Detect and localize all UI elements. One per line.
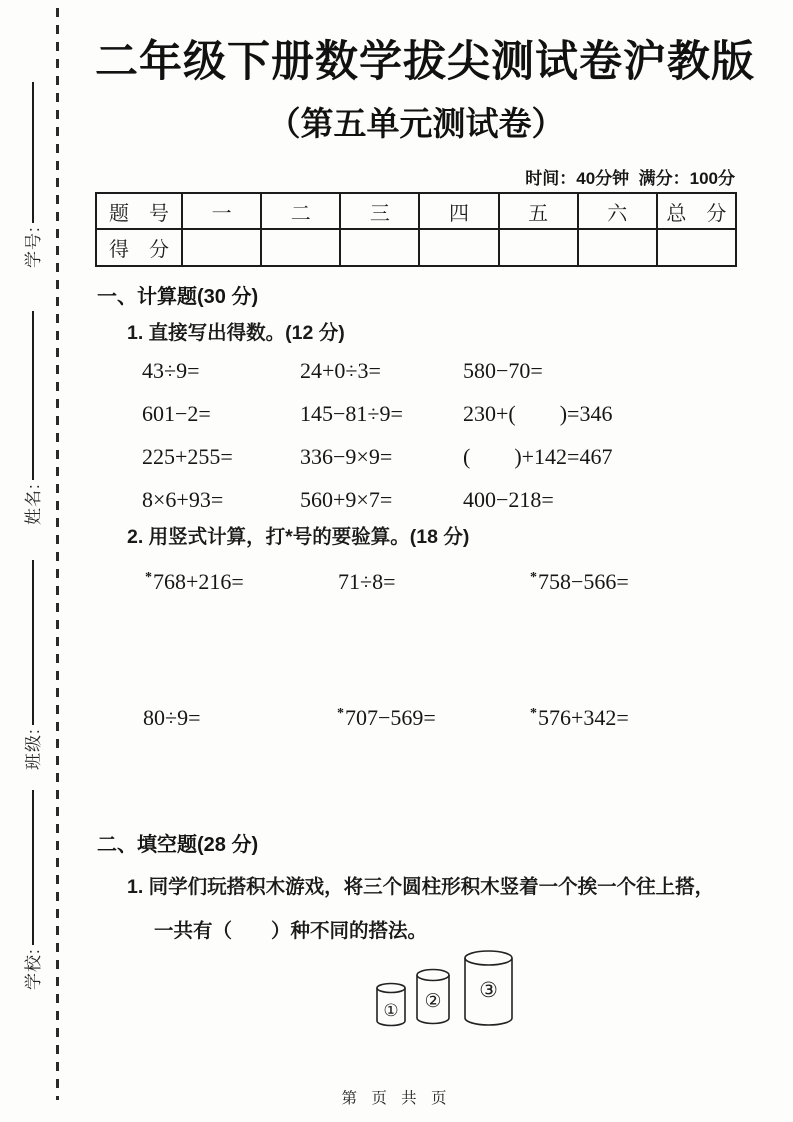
check-star: * [530,570,537,585]
math-problem [142,692,337,735]
cylinders-figure [367,945,529,1043]
cylinder-3-label: ③ [479,979,498,1002]
math-problem [337,556,530,599]
score-table-header-cell: 题 号 [96,193,182,229]
math-expression: 758−566= [538,569,629,594]
section1-sub2-heading: 2. 用竖式计算，打*号的要验算。(18 分) [127,526,470,548]
class-blank-line [32,560,34,725]
score-table-header-cell: 三 [340,193,419,229]
math-problem: 43÷9= [142,358,200,383]
math-problem [530,692,629,735]
check-star: * [145,570,152,585]
math-problem: ( )+142=467 [463,444,613,469]
student-name-label: 姓名: [23,483,43,525]
score-table-header-cell: 五 [499,193,578,229]
cylinder-2-label: ② [424,991,442,1012]
class-label: 班级: [23,728,43,770]
direct-calculation-grid [142,349,612,521]
math-problem: 225+255= [142,444,233,469]
math-problem: 601−2= [142,401,211,426]
math-problem: 145−81÷9= [300,401,403,426]
score-table-header-cell: 四 [419,193,498,229]
math-problem [530,556,629,599]
school-blank-line [32,790,34,945]
school-field [17,790,45,990]
math-problem: 400−218= [463,487,554,512]
section2-heading: 二、填空题(28 分) [97,834,259,856]
page-subtitle: （第五单元测试卷） [267,105,565,142]
student-id-label: 学号: [23,226,43,268]
math-problem: 580−70= [463,358,543,383]
score-table-header-cell: 总 分 [657,193,736,229]
student-id-field [17,82,45,268]
score-cell [657,229,736,266]
math-expression: 71÷8= [338,569,396,594]
school-label: 学校: [23,948,43,990]
math-expression: 768+216= [153,569,244,594]
score-cell [340,229,419,266]
math-expression: 576+342= [538,705,629,730]
vertical-calculation-row1 [145,556,629,599]
fill-question1-line1: 1. 同学们玩搭积木游戏，将三个圆柱形积木竖着一个挨一个往上搭， [127,876,715,898]
cylinder-2-top [417,970,449,981]
cylinder-1-top [377,984,405,993]
score-table-score-row [96,229,736,266]
score-cell [499,229,578,266]
math-expression: 80÷9= [143,705,201,730]
section1-sub1-heading: 1. 直接写出得数。(12 分) [127,322,345,344]
page-title: 二年级下册数学拔尖测试卷沪教版 [95,38,755,86]
page-footer: 第 页 共 页 [341,1090,452,1107]
score-cell [578,229,657,266]
student-name-field [17,311,45,525]
seal-dashed-line [56,8,59,1100]
class-field [17,560,45,770]
check-star: * [337,706,344,721]
score-table-header-cell: 六 [578,193,657,229]
math-problem: 560+9×7= [300,487,393,512]
math-problem: 230+( )=346 [463,401,613,426]
cylinder-1-label: ① [383,1001,399,1020]
math-expression: 707−569= [345,705,436,730]
math-problem [337,692,530,735]
score-table-header-row [96,193,736,229]
math-problem: 8×6+93= [142,487,224,512]
check-star: * [530,706,537,721]
score-row-label: 得 分 [96,229,182,266]
exam-time-score-meta: 时间：40分钟 满分：100分 [525,169,735,188]
score-table-header-cell: 一 [182,193,261,229]
cylinder-3-top [465,951,512,965]
math-problem: 24+0÷3= [300,358,381,383]
score-cell [182,229,261,266]
math-problem: 336−9×9= [300,444,393,469]
score-cell [261,229,340,266]
score-table [95,192,737,267]
cylinders-drawing [367,945,529,1043]
main-content [95,0,755,1122]
vertical-calculation-row2 [142,692,629,735]
student-id-blank-line [32,82,34,223]
score-table-header-cell: 二 [261,193,340,229]
fill-question1-line2: 一共有（ ）种不同的搭法。 [154,920,428,942]
section1-heading: 一、计算题(30 分) [97,286,259,308]
student-name-blank-line [32,311,34,480]
math-problem [145,556,337,599]
score-cell [419,229,498,266]
